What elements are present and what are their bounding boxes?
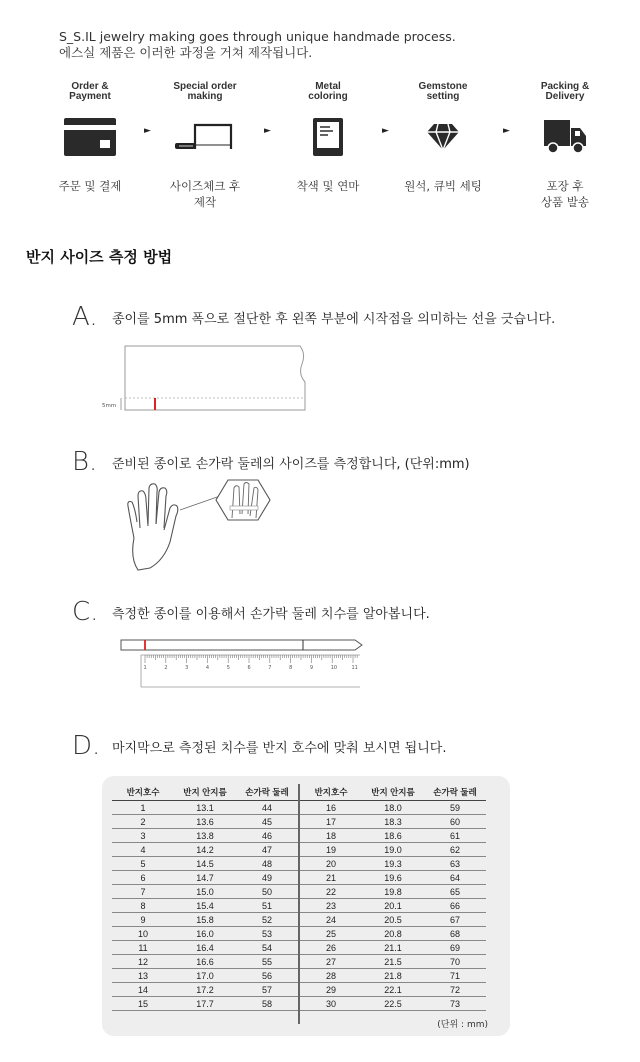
table-cell: 17.2 <box>174 983 236 997</box>
process-step-gemstone <box>393 82 493 194</box>
table-cell: 21 <box>299 871 362 885</box>
step-title: Order & Payment <box>69 81 111 102</box>
table-cell: 65 <box>424 885 486 899</box>
ruler-number: 1 <box>143 665 147 671</box>
step-a <box>72 302 555 332</box>
hand-measure-illustration <box>120 478 280 573</box>
table-cell: 48 <box>236 857 299 871</box>
table-row <box>112 829 486 843</box>
table-cell: 18.6 <box>362 829 424 843</box>
table-cell <box>112 1011 174 1025</box>
table-cell: 13 <box>112 969 174 983</box>
table-cell: 15 <box>112 997 174 1011</box>
table-cell: 63 <box>424 857 486 871</box>
width-label: 5mm <box>102 403 117 409</box>
table-cell: 62 <box>424 843 486 857</box>
table-header-cell: 반지 안지름 <box>362 784 424 801</box>
table-row <box>112 815 486 829</box>
ruler-number: 5 <box>226 665 230 671</box>
ruler-number: 2 <box>164 665 168 671</box>
table-cell: 46 <box>236 829 299 843</box>
table-cell: 21.1 <box>362 941 424 955</box>
step-title: Special order making <box>173 81 237 102</box>
paper-strip-illustration <box>100 340 325 415</box>
table-header-row <box>112 784 486 801</box>
step-title: Packing & Delivery <box>540 81 590 102</box>
diamond-icon <box>393 112 493 162</box>
table-cell: 4 <box>112 843 174 857</box>
table-cell: 10 <box>112 927 174 941</box>
table-cell: 55 <box>236 955 299 969</box>
step-text: 종이를 5mm 폭으로 절단한 후 왼쪽 부분에 시작점을 의미하는 선을 긋습니다. <box>112 311 556 327</box>
intro-english: S_S.IL jewelry making goes through unique handmade process. <box>59 29 456 44</box>
table-cell: 30 <box>299 997 362 1011</box>
table-row <box>112 927 486 941</box>
table-row <box>112 913 486 927</box>
table-cell: 11 <box>112 941 174 955</box>
step-text: 마지막으로 측정된 치수를 반지 호수에 맞춰 보시면 됩니다. <box>112 740 447 756</box>
process-flow <box>40 82 615 212</box>
table-header-cell: 반지 안지름 <box>174 784 236 801</box>
table-cell: 15.0 <box>174 885 236 899</box>
table-cell: 16 <box>299 801 362 815</box>
table-cell: 20.5 <box>362 913 424 927</box>
table-cell: 5 <box>112 857 174 871</box>
step-d <box>72 731 446 761</box>
table-cell: 6 <box>112 871 174 885</box>
process-step-delivery <box>515 82 615 210</box>
table-cell: 15.8 <box>174 913 236 927</box>
table-cell: 18 <box>299 829 362 843</box>
table-row <box>112 969 486 983</box>
table-cell: 61 <box>424 829 486 843</box>
table-cell: 1 <box>112 801 174 815</box>
arrow-right-icon: ► <box>144 126 151 136</box>
table-cell: 20 <box>299 857 362 871</box>
truck-icon <box>515 112 615 162</box>
table-cell: 21.8 <box>362 969 424 983</box>
ruler-number: 8 <box>289 665 293 671</box>
ruler-number: 11 <box>351 665 358 671</box>
credit-card-icon <box>40 112 140 162</box>
table-cell: 18.0 <box>362 801 424 815</box>
step-label: 원석, 큐빅 세팅 <box>404 179 482 193</box>
table-row-empty <box>112 1011 486 1025</box>
table-cell: 25 <box>299 927 362 941</box>
table-cell: 14.7 <box>174 871 236 885</box>
table-cell: 18.3 <box>362 815 424 829</box>
table-cell: 72 <box>424 983 486 997</box>
table-cell: 16.0 <box>174 927 236 941</box>
table-cell: 51 <box>236 899 299 913</box>
table-cell: 59 <box>424 801 486 815</box>
table-cell: 16.4 <box>174 941 236 955</box>
table-cell: 54 <box>236 941 299 955</box>
table-cell: 19.0 <box>362 843 424 857</box>
table-cell: 15.4 <box>174 899 236 913</box>
table-cell: 17.0 <box>174 969 236 983</box>
step-b <box>72 447 470 477</box>
table-cell: 20.8 <box>362 927 424 941</box>
unit-note: (단위 : mm) <box>437 1020 488 1030</box>
table-cell: 53 <box>236 927 299 941</box>
arrow-right-icon: ► <box>503 126 510 136</box>
table-row <box>112 955 486 969</box>
table-header-cell: 반지호수 <box>299 784 362 801</box>
section-title: 반지 사이즈 측정 방법 <box>26 248 173 266</box>
table-cell: 50 <box>236 885 299 899</box>
step-title: Gemstone setting <box>418 81 468 102</box>
table-cell: 26 <box>299 941 362 955</box>
step-text: 측정한 종이를 이용해서 손가락 둘레 치수를 알아봅니다. <box>112 606 430 622</box>
step-letter: B. <box>72 447 98 477</box>
arrow-right-icon: ► <box>264 126 271 136</box>
ruler-number: 4 <box>205 665 210 671</box>
table-cell: 69 <box>424 941 486 955</box>
table-row <box>112 885 486 899</box>
table-cell: 13.6 <box>174 815 236 829</box>
process-step-coloring <box>278 82 378 194</box>
table-header-cell: 반지호수 <box>112 784 174 801</box>
table-cell: 17 <box>299 815 362 829</box>
ruler-number: 10 <box>330 665 338 671</box>
step-label: 포장 후 상품 발송 <box>540 179 590 209</box>
table-cell: 16.6 <box>174 955 236 969</box>
table-cell: 13.1 <box>174 801 236 815</box>
process-step-order <box>40 82 140 194</box>
table-cell: 13.8 <box>174 829 236 843</box>
table-cell: 22.5 <box>362 997 424 1011</box>
table-cell: 44 <box>236 801 299 815</box>
size-table <box>112 784 486 1024</box>
step-letter: C. <box>72 597 99 627</box>
table-cell: 49 <box>236 871 299 885</box>
table-cell: 14.5 <box>174 857 236 871</box>
table-cell: 56 <box>236 969 299 983</box>
table-cell: 22.1 <box>362 983 424 997</box>
table-cell <box>299 1011 362 1025</box>
table-cell: 58 <box>236 997 299 1011</box>
table-cell: 67 <box>424 913 486 927</box>
table-cell <box>236 1011 299 1025</box>
table-cell: 29 <box>299 983 362 997</box>
table-cell <box>362 1011 424 1025</box>
step-c <box>72 597 430 627</box>
table-cell: 60 <box>424 815 486 829</box>
table-cell: 73 <box>424 997 486 1011</box>
table-row <box>112 899 486 913</box>
ruler-number: 9 <box>309 665 314 671</box>
step-text: 준비된 종이로 손가락 둘레의 사이즈를 측정합니다, (단위:mm) <box>112 456 470 472</box>
step-letter: D. <box>72 731 101 761</box>
table-cell: 19.6 <box>362 871 424 885</box>
ruler-illustration <box>115 635 370 695</box>
table-cell: 19.3 <box>362 857 424 871</box>
table-cell: 70 <box>424 955 486 969</box>
table-cell: 68 <box>424 927 486 941</box>
arrow-right-icon: ► <box>382 126 389 136</box>
step-label: 사이즈체크 후 제작 <box>169 179 241 209</box>
table-cell: 27 <box>299 955 362 969</box>
table-cell: 12 <box>112 955 174 969</box>
table-header-cell: 손가락 둘레 <box>424 784 486 801</box>
table-header-cell: 손가락 둘레 <box>236 784 299 801</box>
table-cell: 66 <box>424 899 486 913</box>
ruler-number: 3 <box>185 665 189 671</box>
coloring-book-icon <box>278 112 378 162</box>
table-row <box>112 941 486 955</box>
table-cell: 28 <box>299 969 362 983</box>
ruler-number: 7 <box>268 665 272 671</box>
table-cell: 7 <box>112 885 174 899</box>
table-cell: 20.1 <box>362 899 424 913</box>
table-cell: 22 <box>299 885 362 899</box>
ruler-number: 6 <box>247 665 251 671</box>
table-cell <box>174 1011 236 1025</box>
table-cell: 9 <box>112 913 174 927</box>
step-label: 착색 및 연마 <box>296 179 360 193</box>
intro-korean: 에스실 제품은 이러한 과정을 거쳐 제작됩니다. <box>59 45 313 60</box>
table-cell: 45 <box>236 815 299 829</box>
intro-text <box>59 29 456 61</box>
step-label: 주문 및 결제 <box>58 179 122 193</box>
process-step-making <box>155 82 255 210</box>
table-row <box>112 871 486 885</box>
table-cell: 57 <box>236 983 299 997</box>
table-row <box>112 983 486 997</box>
table-cell: 14 <box>112 983 174 997</box>
table-cell: 21.5 <box>362 955 424 969</box>
table-cell: 52 <box>236 913 299 927</box>
table-cell: 64 <box>424 871 486 885</box>
table-cell: 17.7 <box>174 997 236 1011</box>
table-cell: 71 <box>424 969 486 983</box>
table-cell: 19.8 <box>362 885 424 899</box>
table-row <box>112 857 486 871</box>
table-cell: 47 <box>236 843 299 857</box>
table-row <box>112 843 486 857</box>
table-row <box>112 997 486 1011</box>
table-cell: 8 <box>112 899 174 913</box>
ring-size-table <box>102 776 510 1036</box>
step-title: Metal coloring <box>308 81 348 102</box>
table-cell: 3 <box>112 829 174 843</box>
table-cell: 23 <box>299 899 362 913</box>
saw-icon <box>155 112 255 162</box>
table-cell: 24 <box>299 913 362 927</box>
table-row <box>112 801 486 815</box>
table-cell: 14.2 <box>174 843 236 857</box>
table-cell: 2 <box>112 815 174 829</box>
table-cell: 19 <box>299 843 362 857</box>
step-letter: A. <box>72 302 98 332</box>
